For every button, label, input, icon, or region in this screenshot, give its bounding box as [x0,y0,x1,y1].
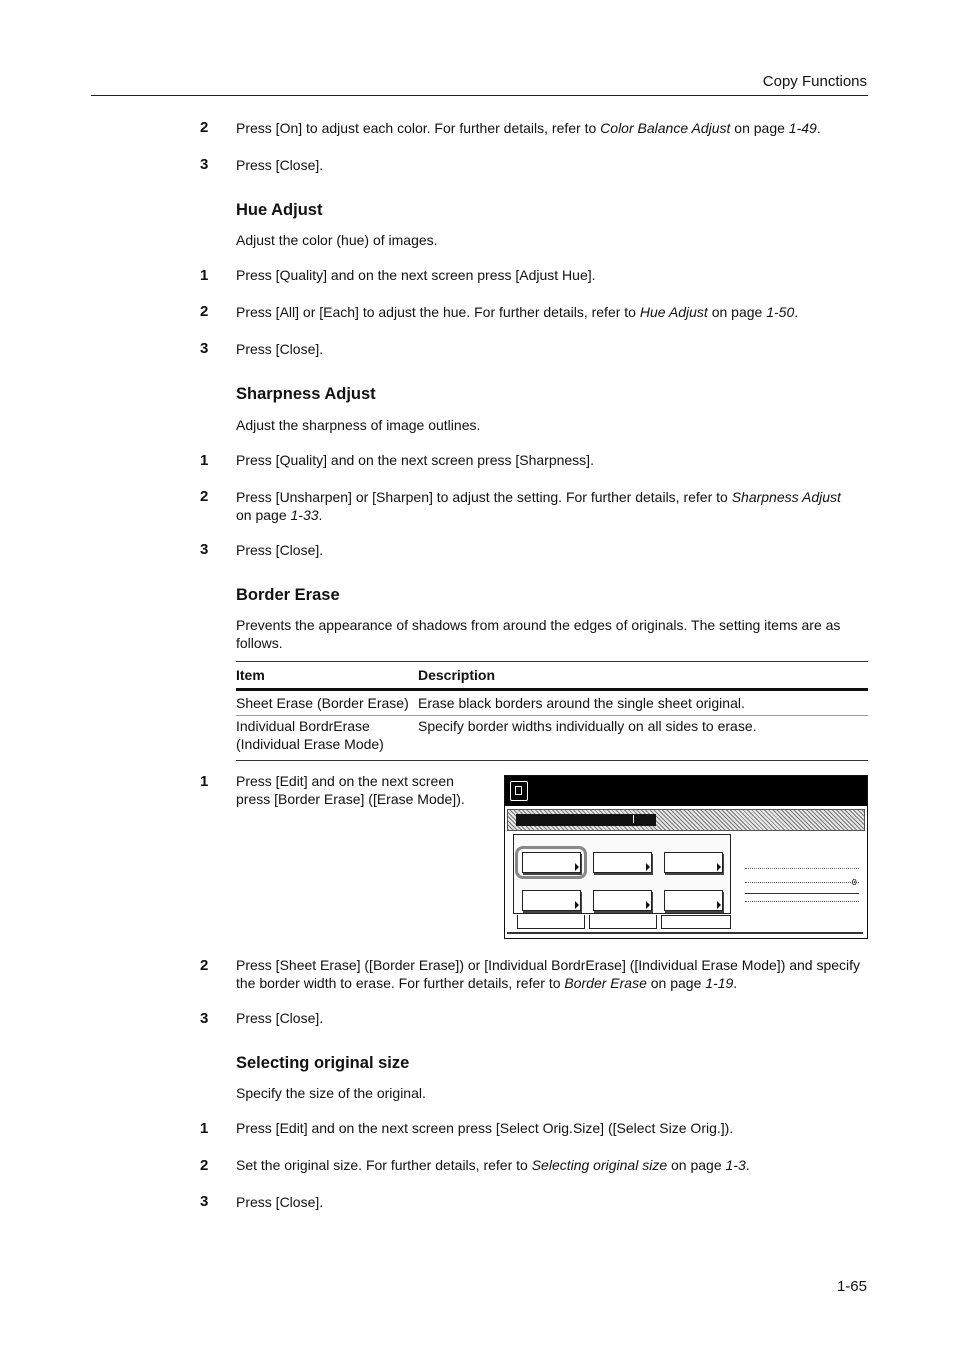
page-reference: 1-49 [788,120,817,136]
step-number: 1 [200,452,209,469]
step-text: Press [Quality] and on the next screen press [Sharpness]. [236,452,594,468]
screen-value-field [745,882,859,894]
step-text: Press [Close]. [236,1194,324,1210]
screen-tab [517,915,585,929]
screen-dotted-line [745,901,859,902]
step-number: 3 [200,156,209,173]
step-text: Press [Close]. [236,157,324,173]
screen-button [664,852,723,873]
step-number: 2 [200,303,209,320]
cross-reference: Sharpness Adjust [731,489,841,505]
step-number: 2 [200,119,209,136]
step-text: Press [Sheet Erase] ([Border Erase]) or [Individual BordrErase] ([Individual Erase Mode]) and specify the border width to erase. For further details, refer to Border Erase on page 1-19. [236,957,861,991]
table-row [236,691,868,716]
screen-field-value: 0 [851,878,857,888]
step-text: Press [Close]. [236,341,324,357]
step-number: 2 [200,1157,209,1174]
table-header-description: Description [418,667,496,683]
section-heading: Border Erase [236,586,340,604]
step-number: 1 [200,267,209,284]
page-reference: 1-3 [725,1157,746,1173]
step-number: 1 [200,773,209,790]
step-text: Press [On] to adjust each color. For further details, refer to Color Balance Adjust on page 1-49. [236,120,821,136]
section-description: Adjust the sharpness of image outlines. [236,417,481,433]
screen-dotted-line [745,868,859,869]
screen-illustration [504,775,868,939]
step-number: 3 [200,1010,209,1027]
table-row [236,716,868,761]
running-header: Copy Functions [762,73,867,90]
cross-reference: Hue Adjust [639,304,708,320]
table-cell-item: Individual BordrErase (Individual Erase Mode) [236,718,384,752]
step-text: Press [Close]. [236,542,324,558]
table-header-item: Item [236,667,265,683]
cross-reference: Selecting original size [531,1157,668,1173]
section-heading: Hue Adjust [236,201,323,219]
step-text: Press [Unsharpen] or [Sharpen] to adjust the setting. For further details, refer to Sharpness Adjust on page 1-33. [236,489,841,523]
cross-reference: Color Balance Adjust [600,120,731,136]
step-number: 2 [200,957,209,974]
page-reference: 1-50 [766,304,795,320]
section-description: Specify the size of the original. [236,1085,426,1101]
step-number: 3 [200,541,209,558]
page-reference: 1-19 [705,975,734,991]
table-cell-description: Erase black borders around the single sheet original. [418,695,745,711]
table-cell-description: Specify border widths individually on all sides to erase. [418,718,757,734]
section-heading: Selecting original size [236,1054,410,1072]
table-header-row [236,661,868,691]
step-text: Press [Edit] and on the next screen press [Select Orig.Size] ([Select Size Orig.]). [236,1120,734,1136]
header-rule [91,95,868,96]
screen-tab [589,915,657,929]
step-number: 3 [200,340,209,357]
screen-title-bar [505,776,867,806]
screen-button [664,890,723,911]
selection-highlight [515,846,587,879]
step-text: Press [All] or [Each] to adjust the hue. For further details, refer to Hue Adjust on page 1-50. [236,304,799,320]
step-text: Press [Edit] and on the next screen press [Border Erase] ([Erase Mode]). [236,773,465,807]
step-text: Set the original size. For further details, refer to Selecting original size on page 1-3. [236,1157,750,1173]
step-number: 1 [200,1120,209,1137]
section-description: Adjust the color (hue) of images. [236,232,438,248]
original-document-icon [510,781,528,801]
screen-tab [661,915,731,929]
section-heading: Sharpness Adjust [236,385,376,403]
screen-message-strip [507,809,865,831]
page-number: 1-65 [836,1278,867,1295]
screen-button [593,890,652,911]
screen-button [593,852,652,873]
page-reference: 1-33 [290,507,319,523]
step-text: Press [Close]. [236,1010,324,1026]
step-number: 2 [200,488,209,505]
section-description: Prevents the appearance of shadows from around the edges of originals. The setting items are as follows. [236,617,841,651]
table-cell-item: Sheet Erase (Border Erase) [236,695,409,711]
cross-reference: Border Erase [564,975,647,991]
settings-table [236,661,868,761]
step-text: Press [Quality] and on the next screen press [Adjust Hue]. [236,267,596,283]
screen-button [522,890,581,911]
step-number: 3 [200,1193,209,1210]
